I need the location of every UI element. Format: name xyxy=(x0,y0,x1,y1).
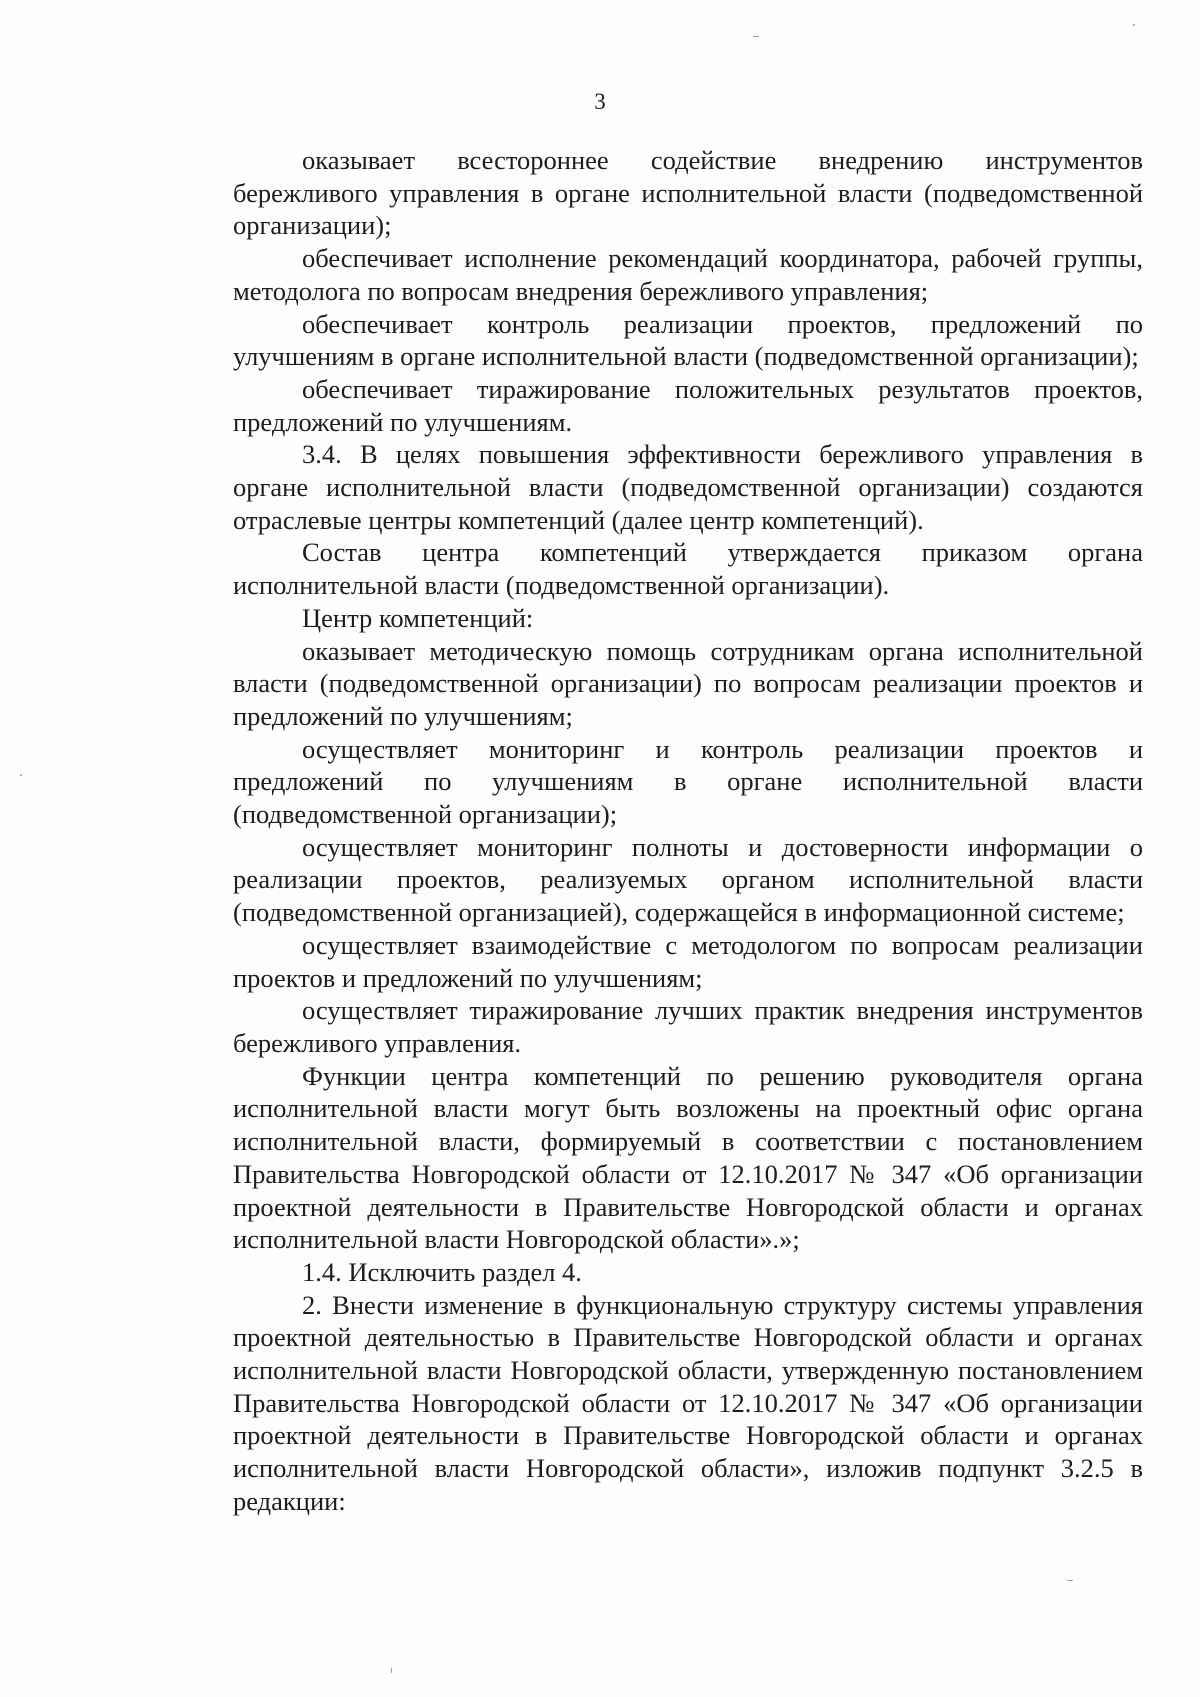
paragraph: Состав центра компетенций утверждается приказом органа исполнительной власти (подведомственной организации). xyxy=(233,537,1143,601)
paragraph: Функции центра компетенций по решению руководителя органа исполнительной власти могут быть возложены на проектный офис органа исполнительной власти, формируемый в соответствии с постановлением Правительства Новгородской области от 12.10.2017 № 347 «Об организации проектной деятельности в Правительстве Новгородской области и органах исполнительной власти Новгородской области».»; xyxy=(233,1060,1143,1255)
paragraph: осуществляет взаимодействие с методологом по вопросам реализации проектов и предложений по улучшениям; xyxy=(233,929,1143,993)
paragraph: осуществляет мониторинг полноты и достоверности информации о реализации проектов, реализуемых органом исполнительной власти (подведомственной организацией), содержащейся в информационной системе; xyxy=(233,831,1143,928)
paragraph: 3.4. В целях повышения эффективности бережливого управления в органе исполнительной власти (подведомственной организации) создаются отраслевые центры компетенций (далее центр компетенций). xyxy=(233,439,1143,535)
paragraph: обеспечивает контроль реализации проектов, предложений по улучшениям в органе исполнительной власти (подведомственной организации); xyxy=(233,308,1143,372)
scan-artifact xyxy=(753,36,759,37)
paragraph: оказывает методическую помощь сотрудникам органа исполнительной власти (подведомственной организации) по вопросам реализации проектов и предложений по улучшениям; xyxy=(233,635,1143,731)
paragraph: осуществляет тиражирование лучших практик внедрения инструментов бережливого управления. xyxy=(233,995,1143,1058)
paragraph: оказывает всестороннее содействие внедрению инструментов бережливого управления в органе исполнительной власти (подведомственной организации); xyxy=(233,145,1143,241)
document-body xyxy=(233,144,1143,1518)
paragraph: Центр компетенций: xyxy=(302,602,534,633)
page-number: 3 xyxy=(594,89,606,114)
paragraph: обеспечивает тиражирование положительных результатов проектов, предложений по улучшениям. xyxy=(233,373,1143,437)
scan-artifact xyxy=(1133,24,1135,26)
paragraph: обеспечивает исполнение рекомендаций координатора, рабочей группы, методолога по вопросам внедрения бережливого управления; xyxy=(233,243,1143,306)
paragraph: осуществляет мониторинг и контроль реализации проектов и предложений по улучшениям в органе исполнительной власти (подведомственной организации); xyxy=(233,733,1143,830)
paragraph: 1.4. Исключить раздел 4. xyxy=(302,1256,582,1287)
paragraph: 2. Внести изменение в функциональную структуру системы управления проектной деятельностью в Правительстве Новгородской области и органах исполнительной власти Новгородской области, утвержденную постановлением Правительства Новгородской области от 12.10.2017 № 347 «Об организации проектной деятельности в Правительстве Новгородской области и органах исполнительной власти Новгородской области», изложив подпункт 3.2.5 в редакции: xyxy=(233,1289,1143,1516)
scan-artifact xyxy=(1067,1580,1073,1581)
scan-artifact xyxy=(20,774,22,776)
scan-artifact xyxy=(391,1668,392,1673)
